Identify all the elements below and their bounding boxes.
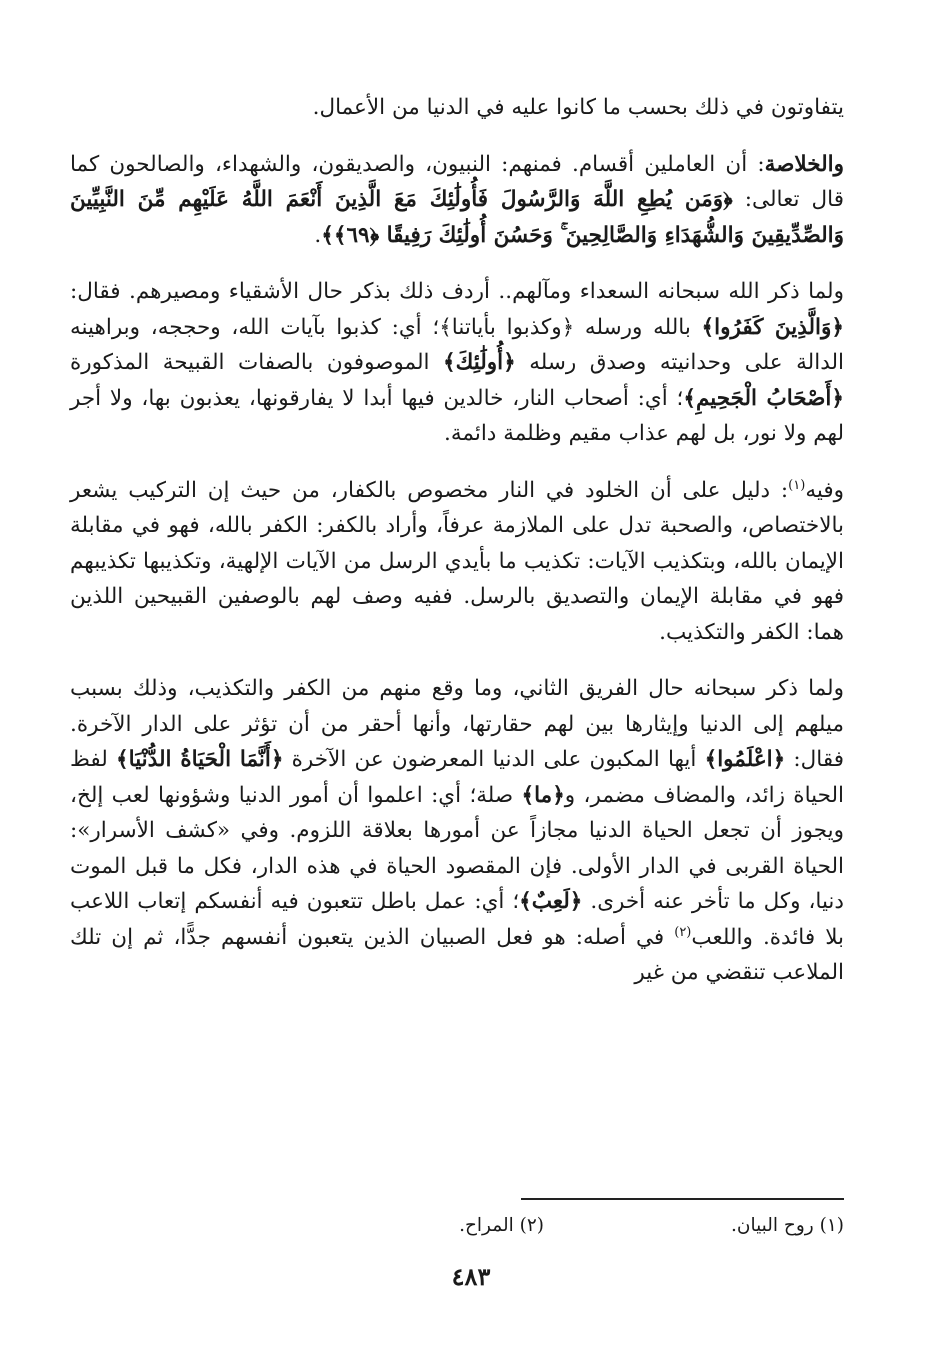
footnotes [70, 1212, 844, 1240]
paragraph-text: في أصله: هو فعل الصبيان الذين يتعبون أنفسهم جدًّا، ثم إن تلك الملاعب تنقضي من غير [70, 924, 844, 985]
paragraph-4 [70, 473, 844, 651]
footnote-2: (٢) المراح. [459, 1215, 544, 1236]
footnote-marker: (٢) [674, 924, 692, 940]
paragraph-text: الموصوفون بالصفات القبيحة المذكورة [70, 350, 443, 375]
quran-verse: ﴿وَالَّذِينَ كَفَرُوا﴾ [701, 314, 844, 340]
quran-verse: ﴿ما﴾ [521, 782, 565, 808]
paragraph-text: . [314, 222, 322, 248]
quran-verse: ﴿أُولَٰئِكَ﴾ [443, 350, 516, 375]
paragraph-text: أيها المكبون على الدنيا المعرضون عن الآخرة [283, 747, 705, 772]
paragraph-lead-word: والخلاصة [764, 151, 844, 177]
footnote-1: (١) روح البيان. [731, 1215, 844, 1236]
page-body [70, 90, 844, 1012]
paragraph-2 [70, 147, 844, 254]
paragraph-text: يتفاوتون في ذلك بحسب ما كانوا عليه في الدنيا من الأعمال. [312, 95, 844, 120]
paragraph-1 [70, 90, 844, 126]
paragraph-text: صلة؛ أي: اعلموا أن أمور الدنيا وشؤونها لعب إلخ، ويجوز أن تجعل الحياة الدنيا مجازاً عن أمورها بعلاقة اللزوم. وفي «كشف الأسرار»: الحياة القربى في الدار الأولى. فإن المقصود الحياة في هذه الدار، فكل ما قبل الموت دنيا، وكل ما تأخر عنه أخرى. [70, 782, 844, 914]
paragraph-5 [70, 671, 844, 991]
paragraph-text: ولما ذكر سبحانه حال الفريق الثاني، وما وقع منهم من الكفر والتكذيب، وذلك بسبب ميلهم إلى الدنيا وإيثارها بين لهم حقارتها، وأنها أحقر من أن تؤثر على الدار الآخرة. فقال: [70, 676, 844, 772]
paragraph-text: : أن العاملين أقسام. فمنهم: النبيون، والصديقون، والشهداء، والصالحون كما قال تعالى: [70, 151, 844, 212]
footnote-divider [521, 1198, 844, 1200]
paragraph-text: بالله ورسله ﴿وكذبوا بأياتنا﴾؛ أي: كذبوا بآيات الله، وحججه، وبراهينه الدالة على وحدانيته وصدق رسله [70, 314, 844, 375]
footnote-marker: (١) [788, 477, 806, 493]
paragraph-text: : دليل على أن الخلود في النار مخصوص بالكفار، من حيث إن التركيب يشعر بالاختصاص، والصحبة تدل على الملازمة عرفاً، وأراد بالكفر: الكفر بالله، فهو في مقابلة الإيمان بالله، وبتكذيب الآيات: تكذيب ما بأيدي الرسل من الآيات الإلهية، وتكذيبها تكذيبهم فهو في مقابلة الإيمان والتصديق بالرسل. ففيه وصف لهم بالوصفين القبيحين اللذين هما: الكفر والتكذيب. [70, 477, 844, 645]
paragraph-text: لفظ الحياة زائد، والمضاف مضمر، و [70, 747, 845, 808]
paragraph-text: ؛ أي: عمل باطل تتعبون فيه أنفسكم إتعاب اللاعب بلا فائدة. واللعب [70, 889, 845, 950]
quran-verse: ﴿أَصْحَابُ الْجَحِيمِ﴾ [683, 385, 844, 411]
paragraph-text: وفيه [805, 477, 844, 503]
quran-verse: ﴿اعْلَمُوا﴾ [704, 747, 786, 772]
page-number: ٤٨٣ [451, 1262, 491, 1291]
quran-verse: ﴿أَنَّمَا الْحَيَاةُ الدُّنْيَا﴾ [116, 747, 284, 772]
paragraph-3 [70, 274, 844, 452]
paragraph-text: ولما ذكر الله سبحانه السعداء ومآلهم.. أردف ذلك بذكر حال الأشقياء ومصيرهم. فقال: [70, 279, 844, 304]
quran-verse: ﴿وَمَن يُطِعِ اللَّهَ وَالرَّسُولَ فَأُولَٰئِكَ مَعَ الَّذِينَ أَنْعَمَ اللَّهُ عَلَيْهِم مِّنَ النَّبِيِّينَ وَالصِّدِّيقِينَ وَالشُّهَدَاءِ وَالصَّالِحِينَ ۚ وَحَسُنَ أُولَٰئِكَ رَفِيقًا ﴿٦٩﴾﴾ [70, 187, 844, 248]
paragraph-text: ؛ أي: أصحاب النار، خالدين فيها أبدا لا يفارقونها، يعذبون بها، ولا أجر لهم ولا نور، بل لهم عذاب مقيم وظلمة دائمة. [70, 385, 844, 446]
quran-verse: ﴿لَعِبٌ﴾ [519, 889, 583, 914]
